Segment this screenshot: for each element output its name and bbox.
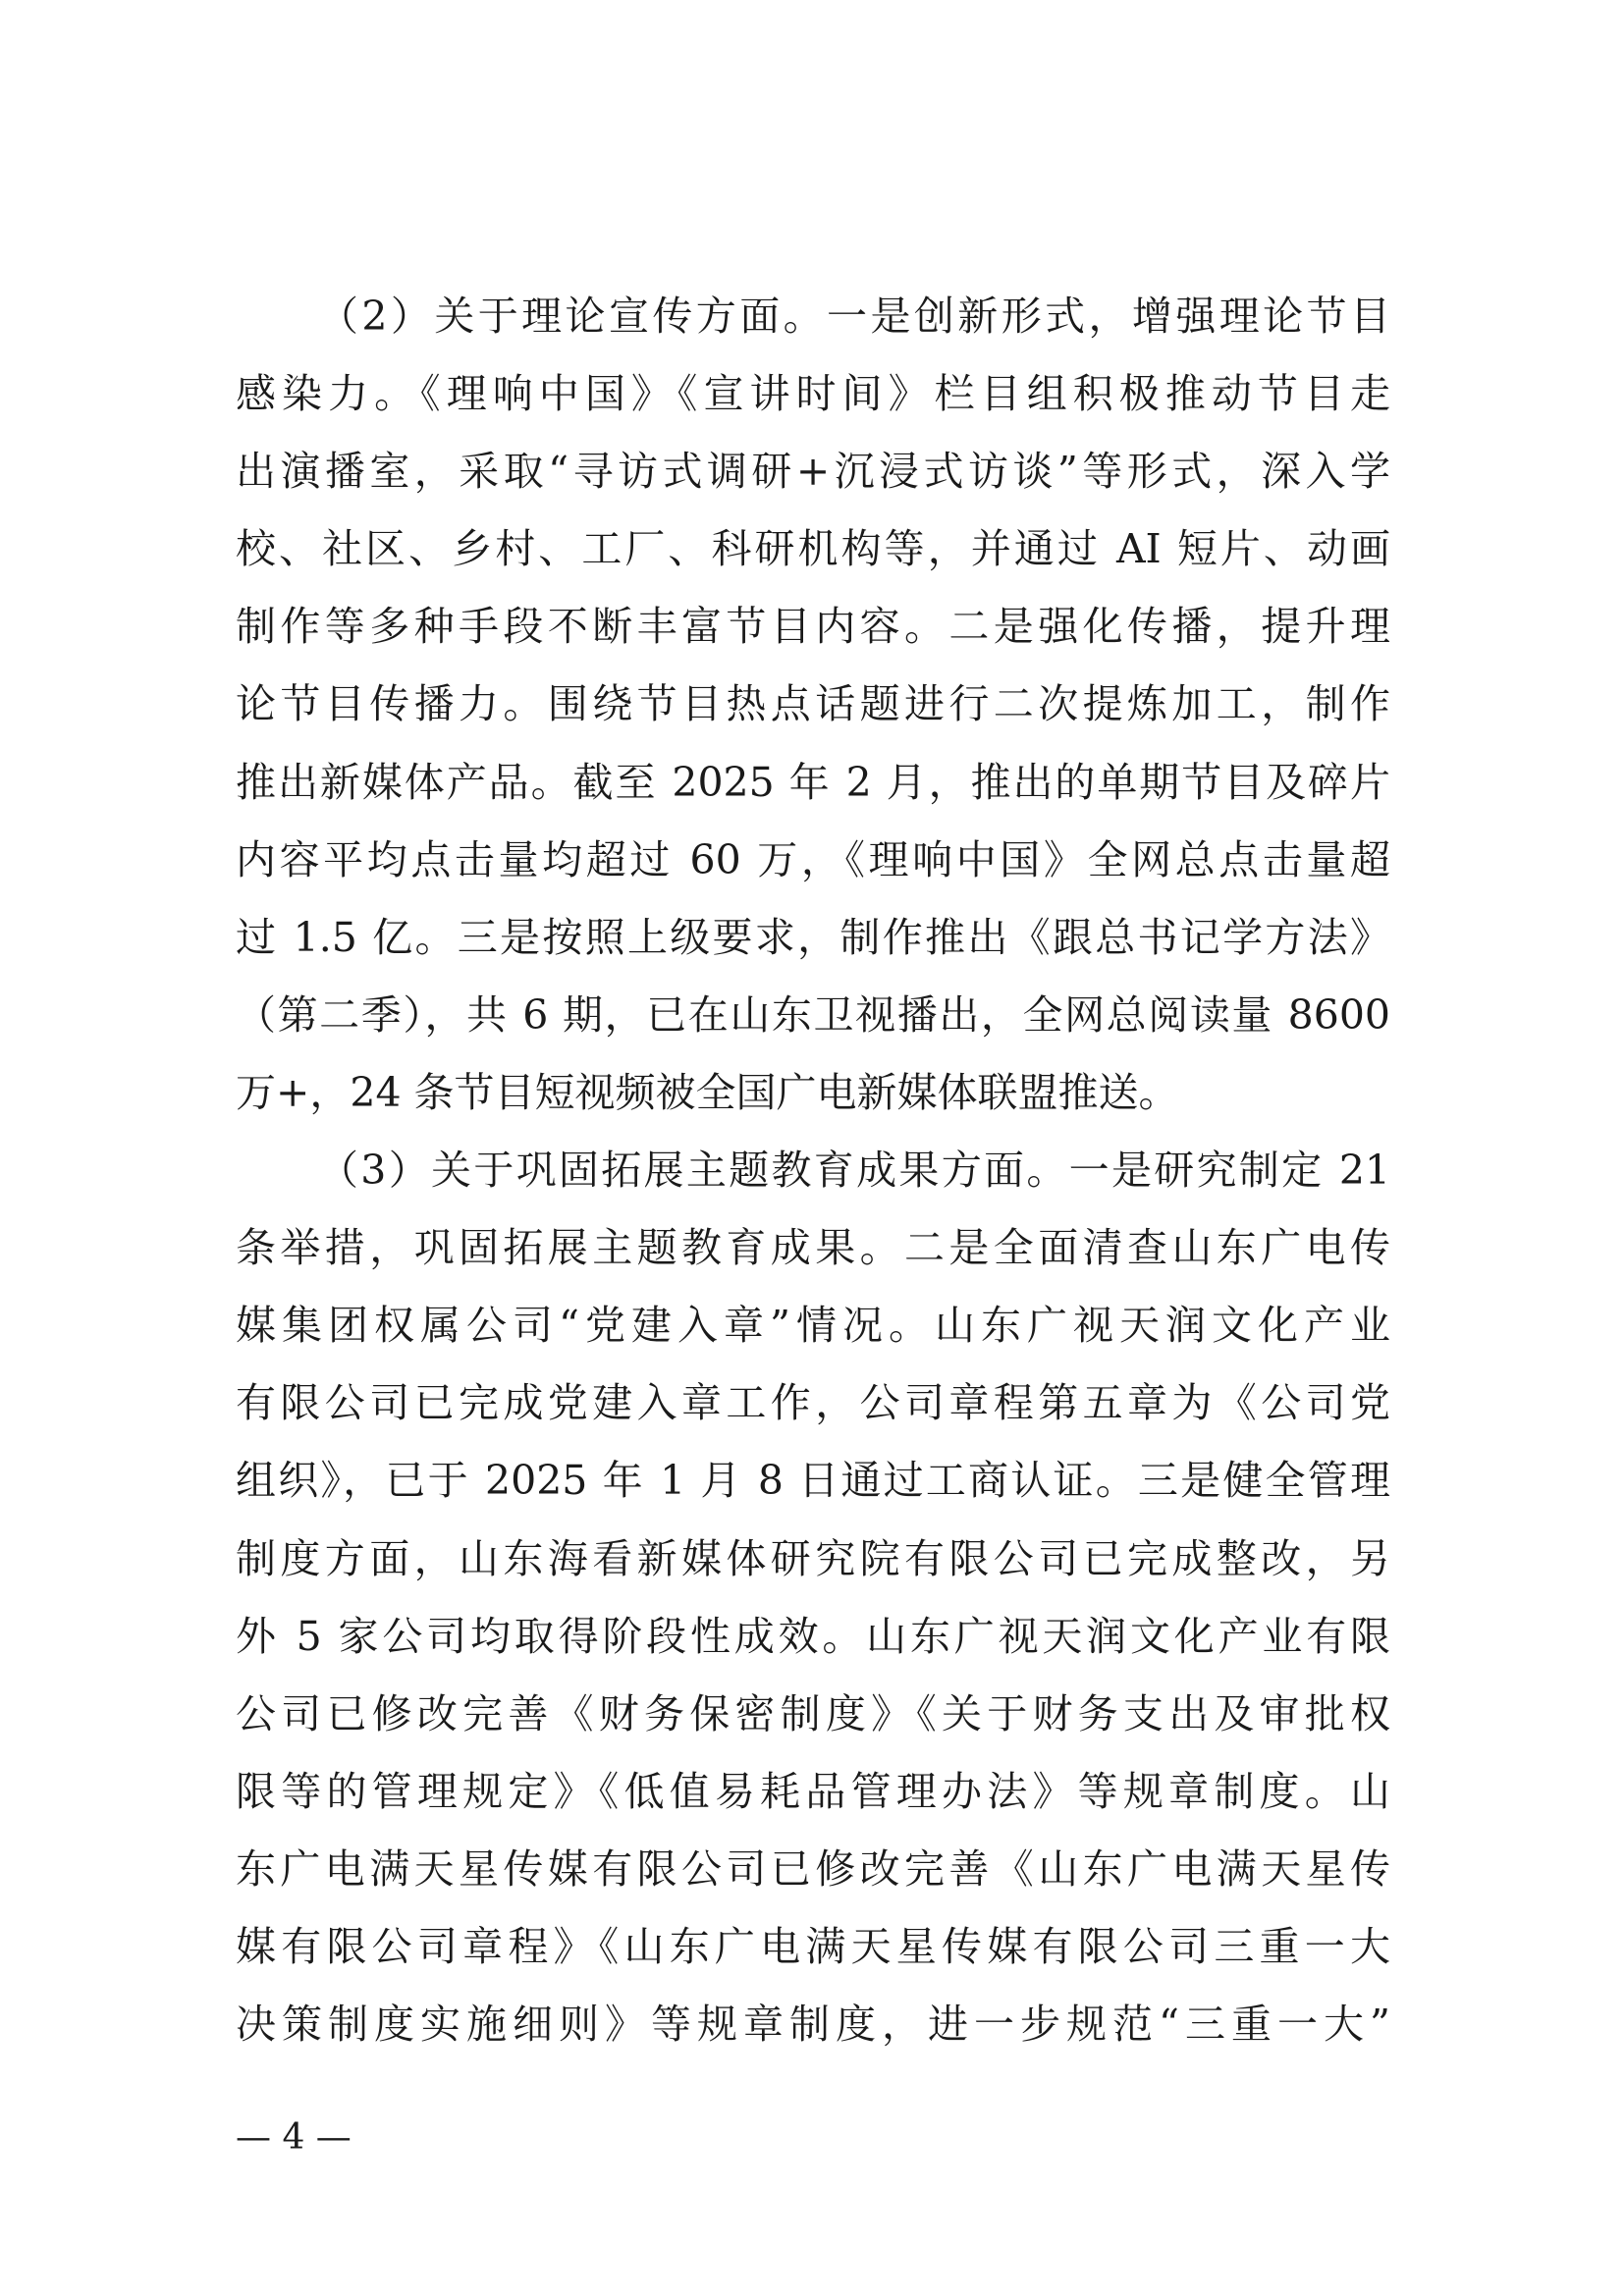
- text-line: 组织》，已于 2025 年 1 月 8 日通过工商认证。三是健全管理: [236, 1457, 1390, 1505]
- text-line: 限等的管理规定》《低值易耗品管理办法》等规章制度。山: [236, 1767, 1390, 1815]
- body-text: [236, 278, 1390, 2063]
- text-line: 万+，24 条节目短视频被全国广电新媒体联盟推送。: [236, 1068, 1179, 1116]
- text-line: 决策制度实施细则》等规章制度，进一步规范“三重一大”: [236, 2001, 1390, 2049]
- text-line: 制作等多种手段不断丰富节目内容。二是强化传播，提升理: [236, 603, 1390, 651]
- text-line: （2）关于理论宣传方面。一是创新形式，增强理论节目: [318, 293, 1390, 340]
- text-line: 东广电满天星传媒有限公司已修改完善《山东广电满天星传: [236, 1844, 1390, 1893]
- text-line: 媒有限公司章程》《山东广电满天星传媒有限公司三重一大: [236, 1922, 1390, 1970]
- text-line: 出演播室，采取“寻访式调研+沉浸式访谈”等形式，深入学: [236, 448, 1390, 496]
- text-line: 有限公司已完成党建入章工作，公司章程第五章为《公司党: [236, 1379, 1390, 1427]
- text-line: 感染力。《理响中国》《宣讲时间》栏目组积极推动节目走: [236, 370, 1390, 418]
- text-line: 内容平均点击量均超过 60 万，《理响中国》全网总点击量超: [236, 835, 1390, 883]
- text-line: 推出新媒体产品。截至 2025 年 2 月，推出的单期节目及碎片: [236, 758, 1390, 806]
- text-line: 公司已修改完善《财务保密制度》《关于财务支出及审批权: [236, 1689, 1390, 1737]
- text-line: 媒集团权属公司“党建入章”情况。山东广视天润文化产业: [236, 1302, 1390, 1350]
- text-line: （第二季），共 6 期，已在山东卫视播出，全网总阅读量 8600: [236, 990, 1390, 1039]
- text-line: 制度方面，山东海看新媒体研究院有限公司已完成整改，另: [236, 1534, 1390, 1582]
- text-line: 外 5 家公司均取得阶段性成效。山东广视天润文化产业有限: [236, 1612, 1390, 1660]
- page-number: — 4 —: [236, 2117, 352, 2158]
- text-line: 条举措，巩固拓展主题教育成果。二是全面清查山东广电传: [236, 1224, 1390, 1272]
- text-line: （3）关于巩固拓展主题教育成果方面。一是研究制定 21: [318, 1147, 1390, 1195]
- text-line: 过 1.5 亿。三是按照上级要求，制作推出《跟总书记学方法》: [236, 913, 1390, 961]
- text-line: 论节目传播力。围绕节目热点话题进行二次提炼加工，制作: [236, 680, 1390, 728]
- text-line: 校、社区、乡村、工厂、科研机构等，并通过 AI 短片、动画: [236, 525, 1390, 573]
